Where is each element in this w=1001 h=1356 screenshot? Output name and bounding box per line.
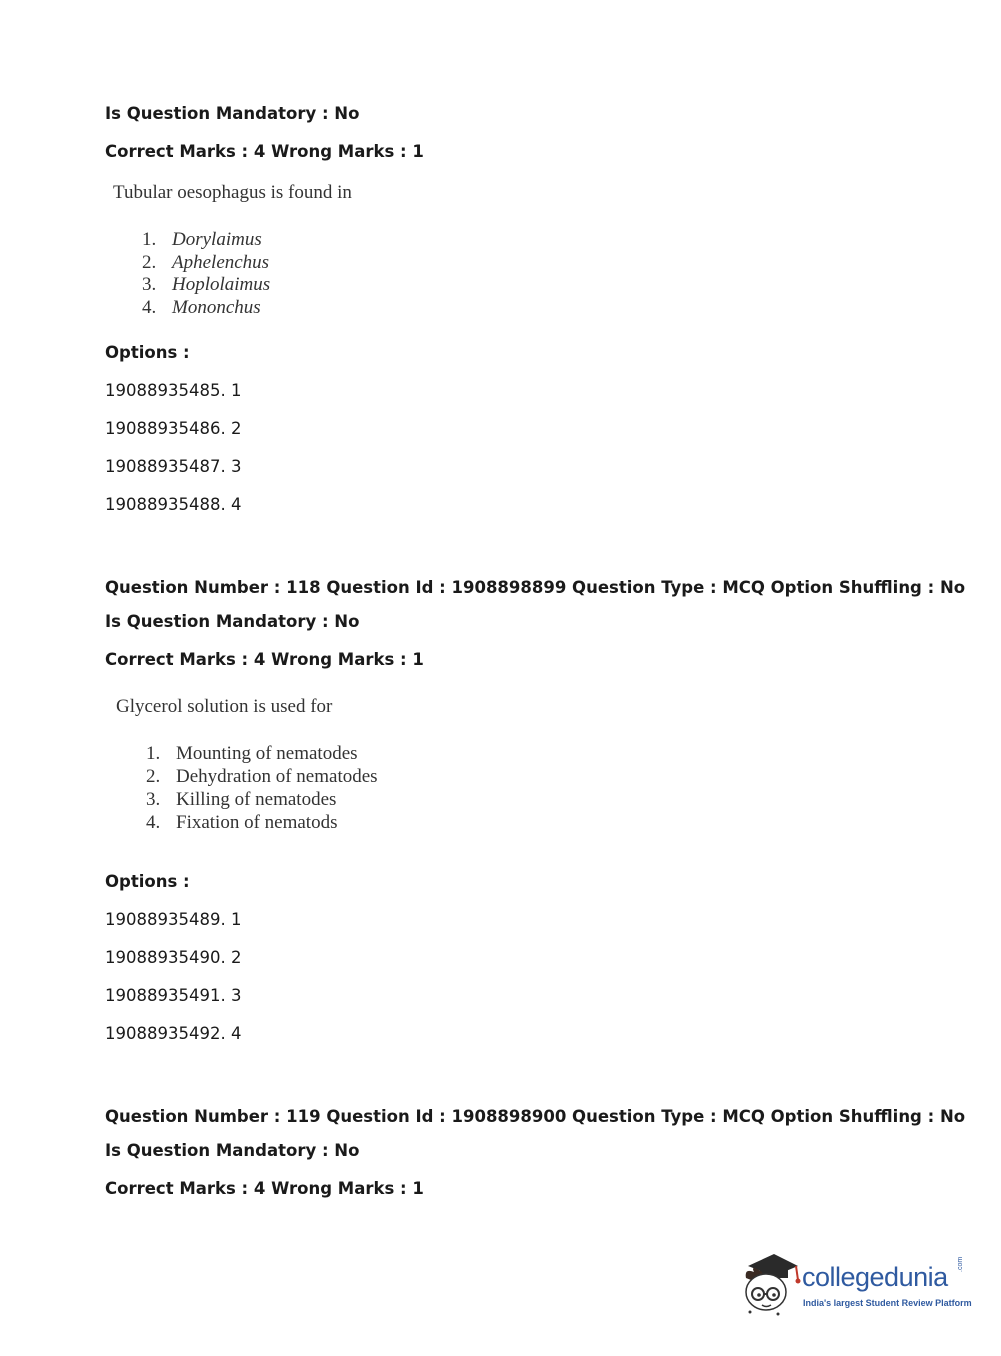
choice-number: 1.	[146, 743, 161, 764]
option-2-1: 19088935489. 1	[105, 910, 242, 929]
question-header-119: Question Number : 119 Question Id : 1908898900 Question Type : MCQ Option Shuffling : No	[105, 1107, 966, 1126]
choice-1-4	[142, 297, 261, 319]
marks-3: Correct Marks : 4 Wrong Marks : 1	[105, 1179, 424, 1198]
choice-text: Hoplolaimus	[172, 274, 271, 295]
choice-2-2	[146, 766, 378, 788]
brand-name: collegedunia	[802, 1262, 948, 1292]
options-label-1: Options :	[105, 343, 190, 362]
question-mandatory-3: Is Question Mandatory : No	[105, 1141, 360, 1160]
choice-number: 4.	[146, 812, 161, 833]
choice-text: Killing of nematodes	[176, 789, 337, 810]
question-header-118: Question Number : 118 Question Id : 1908898899 Question Type : MCQ Option Shuffling : No	[105, 578, 966, 597]
choice-text: Mounting of nematodes	[176, 743, 358, 764]
option-1-3: 19088935487. 3	[105, 457, 242, 476]
question-mandatory-2: Is Question Mandatory : No	[105, 612, 360, 631]
options-label-2: Options :	[105, 872, 190, 891]
choice-number: 4.	[142, 297, 157, 318]
choice-text: Dehydration of nematodes	[176, 766, 378, 787]
marks-2: Correct Marks : 4 Wrong Marks : 1	[105, 650, 424, 669]
option-1-4: 19088935488. 4	[105, 495, 242, 514]
choice-number: 1.	[142, 229, 157, 250]
option-2-3: 19088935491. 3	[105, 986, 242, 1005]
collegedunia-logo[interactable]	[740, 1248, 970, 1318]
question-mandatory-1: Is Question Mandatory : No	[105, 104, 360, 123]
mascot-icon	[740, 1248, 802, 1318]
choice-2-1	[146, 743, 358, 765]
choice-number: 3.	[142, 274, 157, 295]
choice-1-1	[142, 229, 262, 251]
choice-number: 2.	[142, 252, 157, 273]
choice-1-3	[142, 274, 270, 296]
choice-text: Fixation of nematods	[176, 812, 338, 833]
option-1-1: 19088935485. 1	[105, 381, 242, 400]
choice-text: Aphelenchus	[172, 252, 270, 273]
choice-number: 2.	[146, 766, 161, 787]
choice-number: 3.	[146, 789, 161, 810]
marks-1: Correct Marks : 4 Wrong Marks : 1	[105, 142, 424, 161]
choice-2-3	[146, 789, 336, 811]
choice-text: Mononchus	[172, 297, 261, 318]
question-text-2: Glycerol solution is used for	[116, 696, 333, 717]
option-2-2: 19088935490. 2	[105, 948, 242, 967]
option-1-2: 19088935486. 2	[105, 419, 242, 438]
choice-text: Dorylaimus	[172, 229, 262, 250]
question-text-1: Tubular oesophagus is found in	[113, 182, 352, 203]
option-2-4: 19088935492. 4	[105, 1024, 242, 1043]
choice-2-4	[146, 812, 337, 834]
choice-1-2	[142, 252, 269, 274]
brand-dotcom: .com	[957, 1256, 964, 1272]
brand-tagline: India's largest Student Review Platform	[803, 1298, 972, 1308]
